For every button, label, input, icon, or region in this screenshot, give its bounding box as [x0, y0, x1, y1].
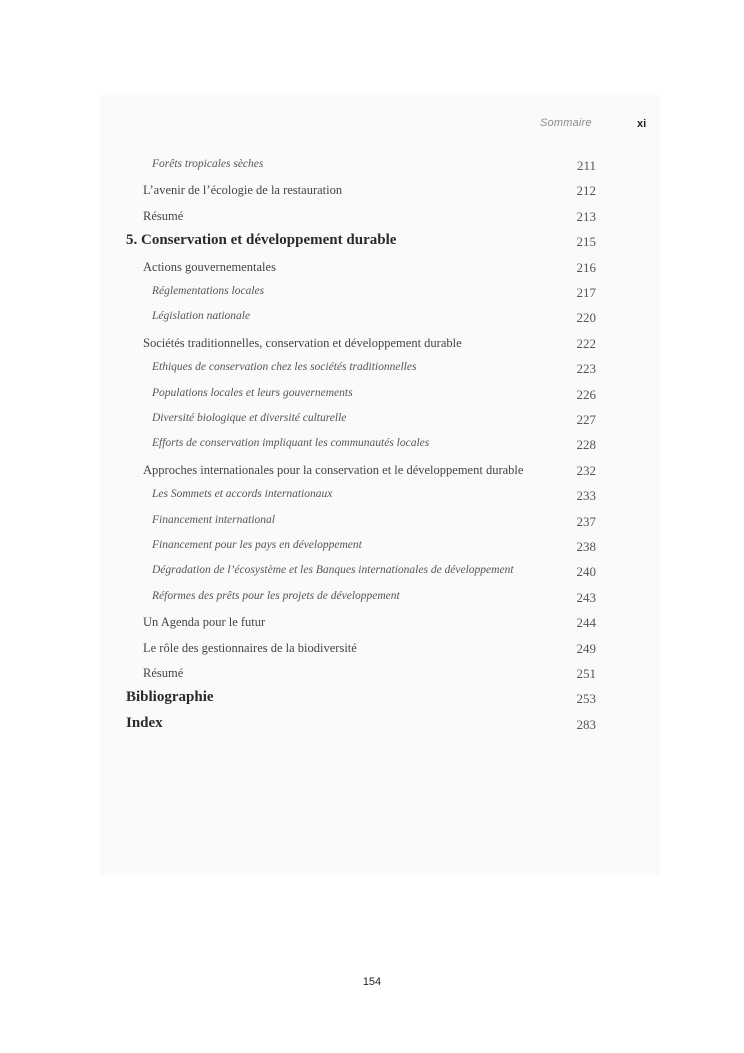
toc-section-title: Un Agenda pour le futur [143, 615, 266, 630]
toc-page-number: 216 [576, 259, 596, 275]
toc-page-number: 249 [576, 640, 596, 656]
toc-page-number: 211 [576, 158, 596, 173]
toc-entry [0, 689, 744, 711]
toc-entry [0, 514, 744, 536]
toc-entry [0, 615, 744, 637]
toc-subsection-title: Législation nationale [152, 310, 251, 323]
toc-subsection-title: Financement pour les pays en développement [152, 539, 362, 551]
toc-chapter-title: 5. Conservation et développement durable [126, 232, 397, 249]
toc-entry [0, 463, 744, 485]
toc-entry [0, 539, 744, 561]
toc-page-number: 283 [576, 716, 596, 732]
toc-page-number: 223 [576, 361, 596, 377]
toc-page-number: 232 [576, 462, 596, 478]
toc-entry [0, 260, 744, 282]
page-number: 154 [362, 976, 382, 988]
toc-entry [0, 488, 744, 510]
toc-subsection-title: Financement international [152, 513, 275, 526]
running-header-folio: xi [637, 118, 647, 130]
toc-page-number: 228 [576, 437, 596, 453]
toc-page-number: 227 [576, 412, 596, 427]
toc-entry [0, 336, 744, 358]
toc-entry [0, 666, 744, 688]
toc-page-number: 217 [576, 285, 596, 300]
toc-page-number: 238 [576, 539, 596, 554]
toc-page-number: 222 [576, 335, 596, 351]
toc-entry [0, 564, 744, 586]
toc-entry [0, 361, 744, 383]
toc-subsection-title: Diversité biologique et diversité culturelle [152, 412, 347, 424]
toc-section-title: Résumé [143, 666, 184, 680]
toc-subsection-title: Populations locales et leurs gouvernements [152, 386, 353, 399]
toc-entry [0, 437, 744, 459]
toc-section-title: Résumé [143, 208, 184, 223]
toc-page-number: 215 [576, 234, 596, 250]
toc-subsection-title: Forêts tropicales sèches [152, 158, 264, 170]
running-header-title: Sommaire [540, 117, 592, 129]
toc-page-number: 212 [576, 183, 596, 199]
toc-entry [0, 232, 744, 254]
toc-entry [0, 158, 744, 180]
toc-page-number: 240 [576, 564, 596, 580]
toc-page-number: 237 [576, 513, 596, 529]
toc-page-number: 244 [576, 615, 596, 631]
toc-entry [0, 590, 744, 612]
toc-section-title: Sociétés traditionnelles, conservation et développement durable [143, 335, 462, 350]
toc-section-title: Le rôle des gestionnaires de la biodiversité [143, 640, 357, 655]
toc-page-number: 233 [576, 488, 596, 504]
toc-page-number: 220 [576, 310, 596, 326]
toc-page-number: 253 [576, 691, 596, 707]
toc-entry [0, 209, 744, 231]
toc-entry [0, 715, 744, 737]
toc-entry [0, 641, 744, 663]
toc-page-number: 251 [576, 666, 596, 681]
toc-section-title: Actions gouvernementales [143, 259, 276, 274]
toc-subsection-title: Réglementations locales [152, 285, 265, 297]
toc-subsection-title: Les Sommets et accords internationaux [152, 488, 333, 501]
toc-entry [0, 412, 744, 434]
toc-section-title: Approches internationales pour la conservation et le développement durable [143, 462, 524, 477]
toc-entry [0, 387, 744, 409]
toc-subsection-title: Efforts de conservation impliquant les communautés locales [152, 437, 430, 450]
toc-subsection-title: Réformes des prêts pour les projets de développement [152, 589, 400, 602]
toc-subsection-title: Ethiques de conservation chez les sociétés traditionnelles [152, 361, 417, 374]
toc-chapter-title: Index [126, 714, 163, 731]
toc-entry [0, 183, 744, 205]
toc-subsection-title: Dégradation de l’écosystème et les Banques internationales de développement [152, 564, 514, 577]
toc-page-number: 213 [576, 208, 596, 224]
toc-chapter-title: Bibliographie [126, 689, 214, 706]
toc-entry [0, 285, 744, 307]
toc-section-title: L’avenir de l’écologie de la restauration [143, 183, 343, 198]
toc-page-number: 243 [576, 589, 596, 605]
toc-entry [0, 310, 744, 332]
toc-page-number: 226 [576, 386, 596, 402]
